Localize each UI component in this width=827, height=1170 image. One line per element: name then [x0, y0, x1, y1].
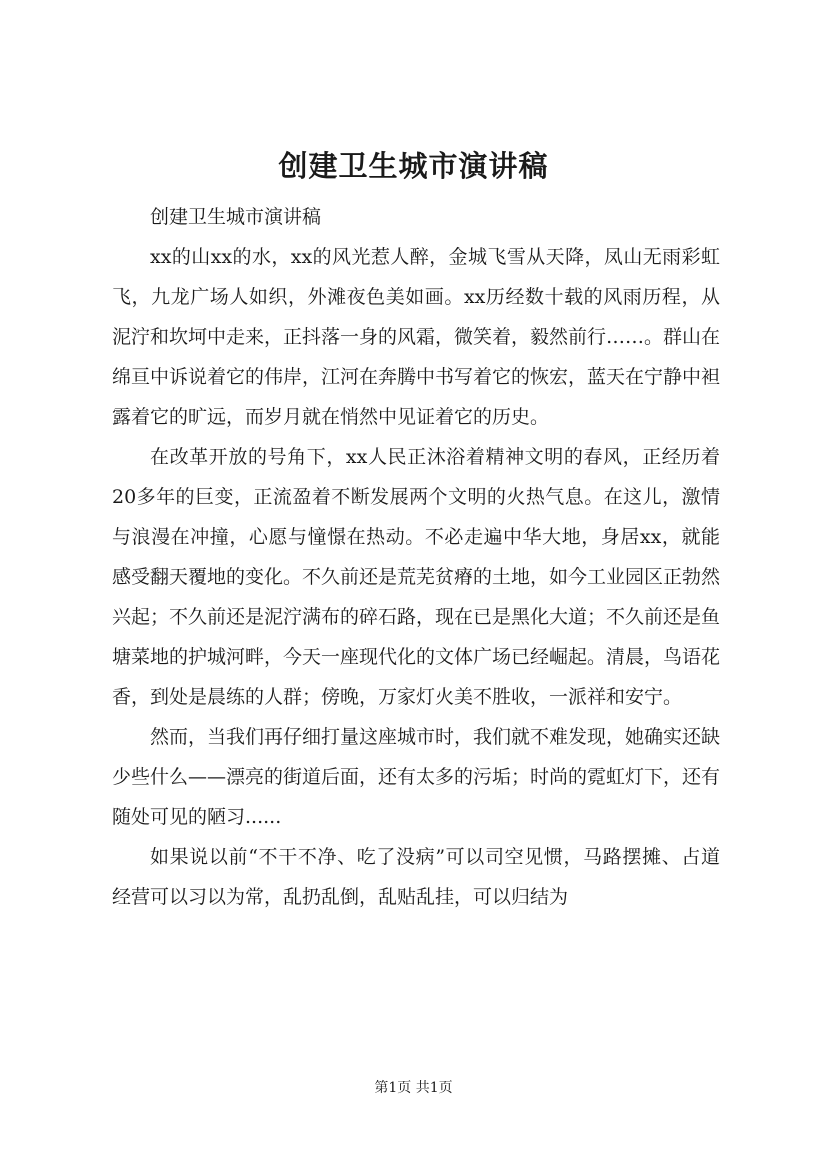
paragraph: 在改革开放的号角下，xx人民正沐浴着精神文明的春风，正经历着20多年的巨变，正流盈着不断发展两个文明的火热气息。在这儿，激情与浪漫在冲撞，心愿与憧憬在热动。不必走遍中华大地，身居xx，就能感受翻天覆地的变化。不久前还是荒芜贫瘠的土地，如今工业园区正勃然兴起；不久前还是泥泞满布的碎石路，现在已是黑化大道；不久前还是鱼塘菜地的护城河畔，今天一座现代化的文体广场已经崛起。清晨，鸟语花香，到处是晨练的人群；傍晚，万家灯火美不胜收，一派祥和安宁。 [112, 446, 721, 708]
paragraph: 然而，当我们再仔细打量这座城市时，我们就不难发现，她确实还缺少些什么——漂亮的街道后面，还有太多的污垢；时尚的霓虹灯下，还有随处可见的陋习...... [112, 726, 721, 828]
document-title: 创建卫生城市演讲稿 [278, 149, 549, 183]
page-footer: 第1页 共1页 [374, 1080, 453, 1096]
paragraph: xx的山xx的水，xx的风光惹人醉，金城飞雪从天降，凤山无雨彩虹飞，九龙广场人如织，外滩夜色美如画。xx历经数十载的风雨历程，从泥泞和坎坷中走来，正抖落一身的风霜，微笑着，毅然前行……。群山在绵亘中诉说着它的伟岸，江河在奔腾中书写着它的恢宏，蓝天在宁静中袒露着它的旷远，而岁月就在悄然中见证着它的历史。 [112, 246, 721, 428]
document-body [112, 197, 720, 917]
paragraph: 创建卫生城市演讲稿 [150, 206, 322, 228]
paragraph: 如果说以前“不干不净、吃了没病”可以司空见惯，马路摆摊、占道经营可以习以为常，乱扔乱倒，乱贴乱挂，可以归结为 [112, 846, 720, 908]
